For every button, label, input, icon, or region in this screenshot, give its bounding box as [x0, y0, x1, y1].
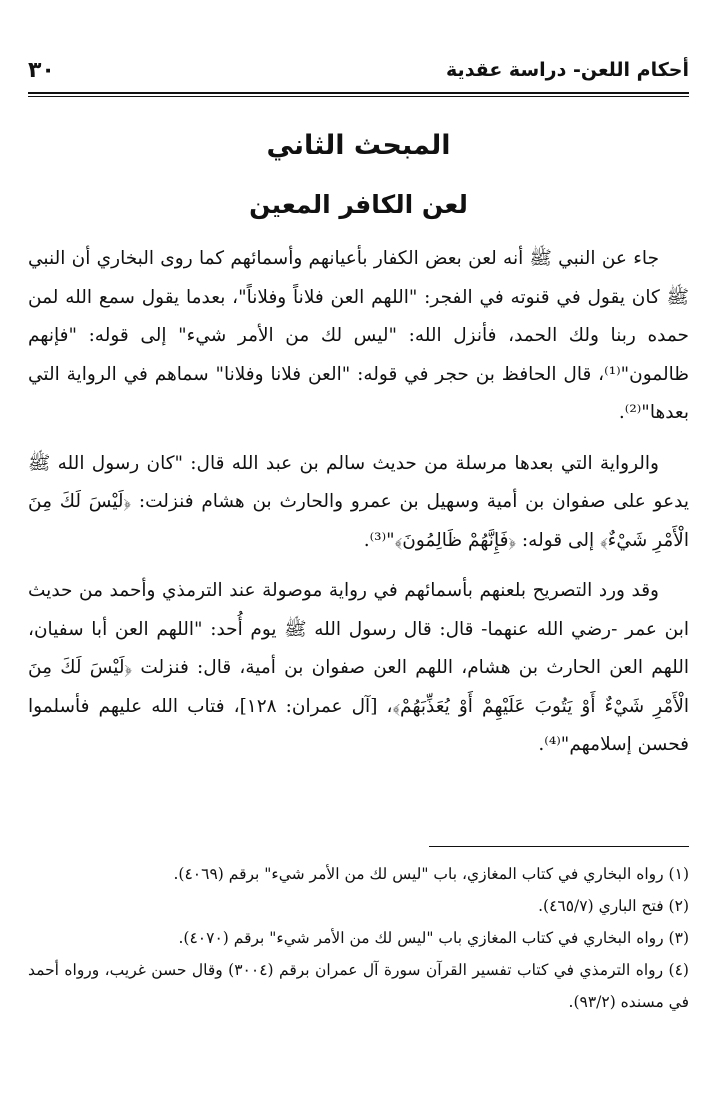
paragraph: جاء عن النبي ﷺ أنه لعن بعض الكفار بأعيانهم وأسمائهم كما روى البخاري أن النبي ﷺ كان يقول في قنوته في الفجر: "اللهم العن فلاناً وفلاناً"، بعدما يقول سمع الله لمن حمده ربنا ولك الحمد، فأنزل الله: "ليس لك من الأمر شيء" إلى قوله: "فإنهم ظالمون"⁽¹⁾، قال الحافظ بن حجر في قوله: "العن فلانا وفلانا" سماهم في الرواية التي بعدها"⁽²⁾. — [28, 248, 689, 423]
body-text — [28, 240, 689, 777]
section-subtitle: لعن الكافر المعين — [249, 190, 468, 219]
paragraph: والرواية التي بعدها مرسلة من حديث سالم بن عبد الله قال: "كان رسول الله ﷺ يدعو على صفوان بن أمية وسهيل بن عمرو والحارث بن هشام فنزلت: ﴿لَيْسَ لَكَ مِنَ الْأَمْرِ شَيْءٌ﴾ إلى قوله: ﴿فَإِنَّهُمْ ظَالِمُونَ﴾"⁽³⁾. — [28, 452, 689, 551]
footnote-separator — [429, 846, 689, 847]
section-title: المبحث الثاني — [266, 130, 451, 161]
running-title: أحكام اللعن- دراسة عقدية — [446, 59, 689, 81]
footnote: (٤) رواه الترمذي في كتاب تفسير القرآن سورة آل عمران برقم (٣٠٠٤) وقال حسن غريب، ورواه أحمد في مسنده (٩٣/٢). — [28, 961, 689, 1011]
page-number: ٣٠ — [28, 57, 55, 83]
header-rule — [28, 92, 689, 94]
footnotes — [28, 858, 689, 1018]
footnote: (١) رواه البخاري في كتاب المغازي، باب "ليس لك من الأمر شيء" برقم (٤٠٦٩). — [173, 865, 689, 883]
paragraph: وقد ورد التصريح بلعنهم بأسمائهم في رواية موصولة عند الترمذي وأحمد من حديث ابن عمر -رضي الله عنهما- قال: قال رسول الله ﷺ يوم أُحد: "اللهم العن أبا سفيان، اللهم العن الحارث بن هشام، اللهم العن صفوان بن أمية، قال: فنزلت ﴿لَيْسَ لَكَ مِنَ الْأَمْرِ شَيْءٌ أَوْ يَتُوبَ عَلَيْهِمْ أَوْ يُعَذِّبَهُمْ﴾، [آل عمران: ١٢٨]، فتاب الله عليهم فأسلموا فحسن إسلامهم"⁽⁴⁾. — [28, 580, 690, 755]
running-header — [28, 50, 689, 90]
footnote: (٣) رواه البخاري في كتاب المغازي باب "ليس لك من الأمر شيء" برقم (٤٠٧٠). — [178, 929, 689, 947]
header-rule-thin — [28, 96, 689, 97]
footnote: (٢) فتح الباري (٤٦٥/٧). — [538, 897, 689, 915]
